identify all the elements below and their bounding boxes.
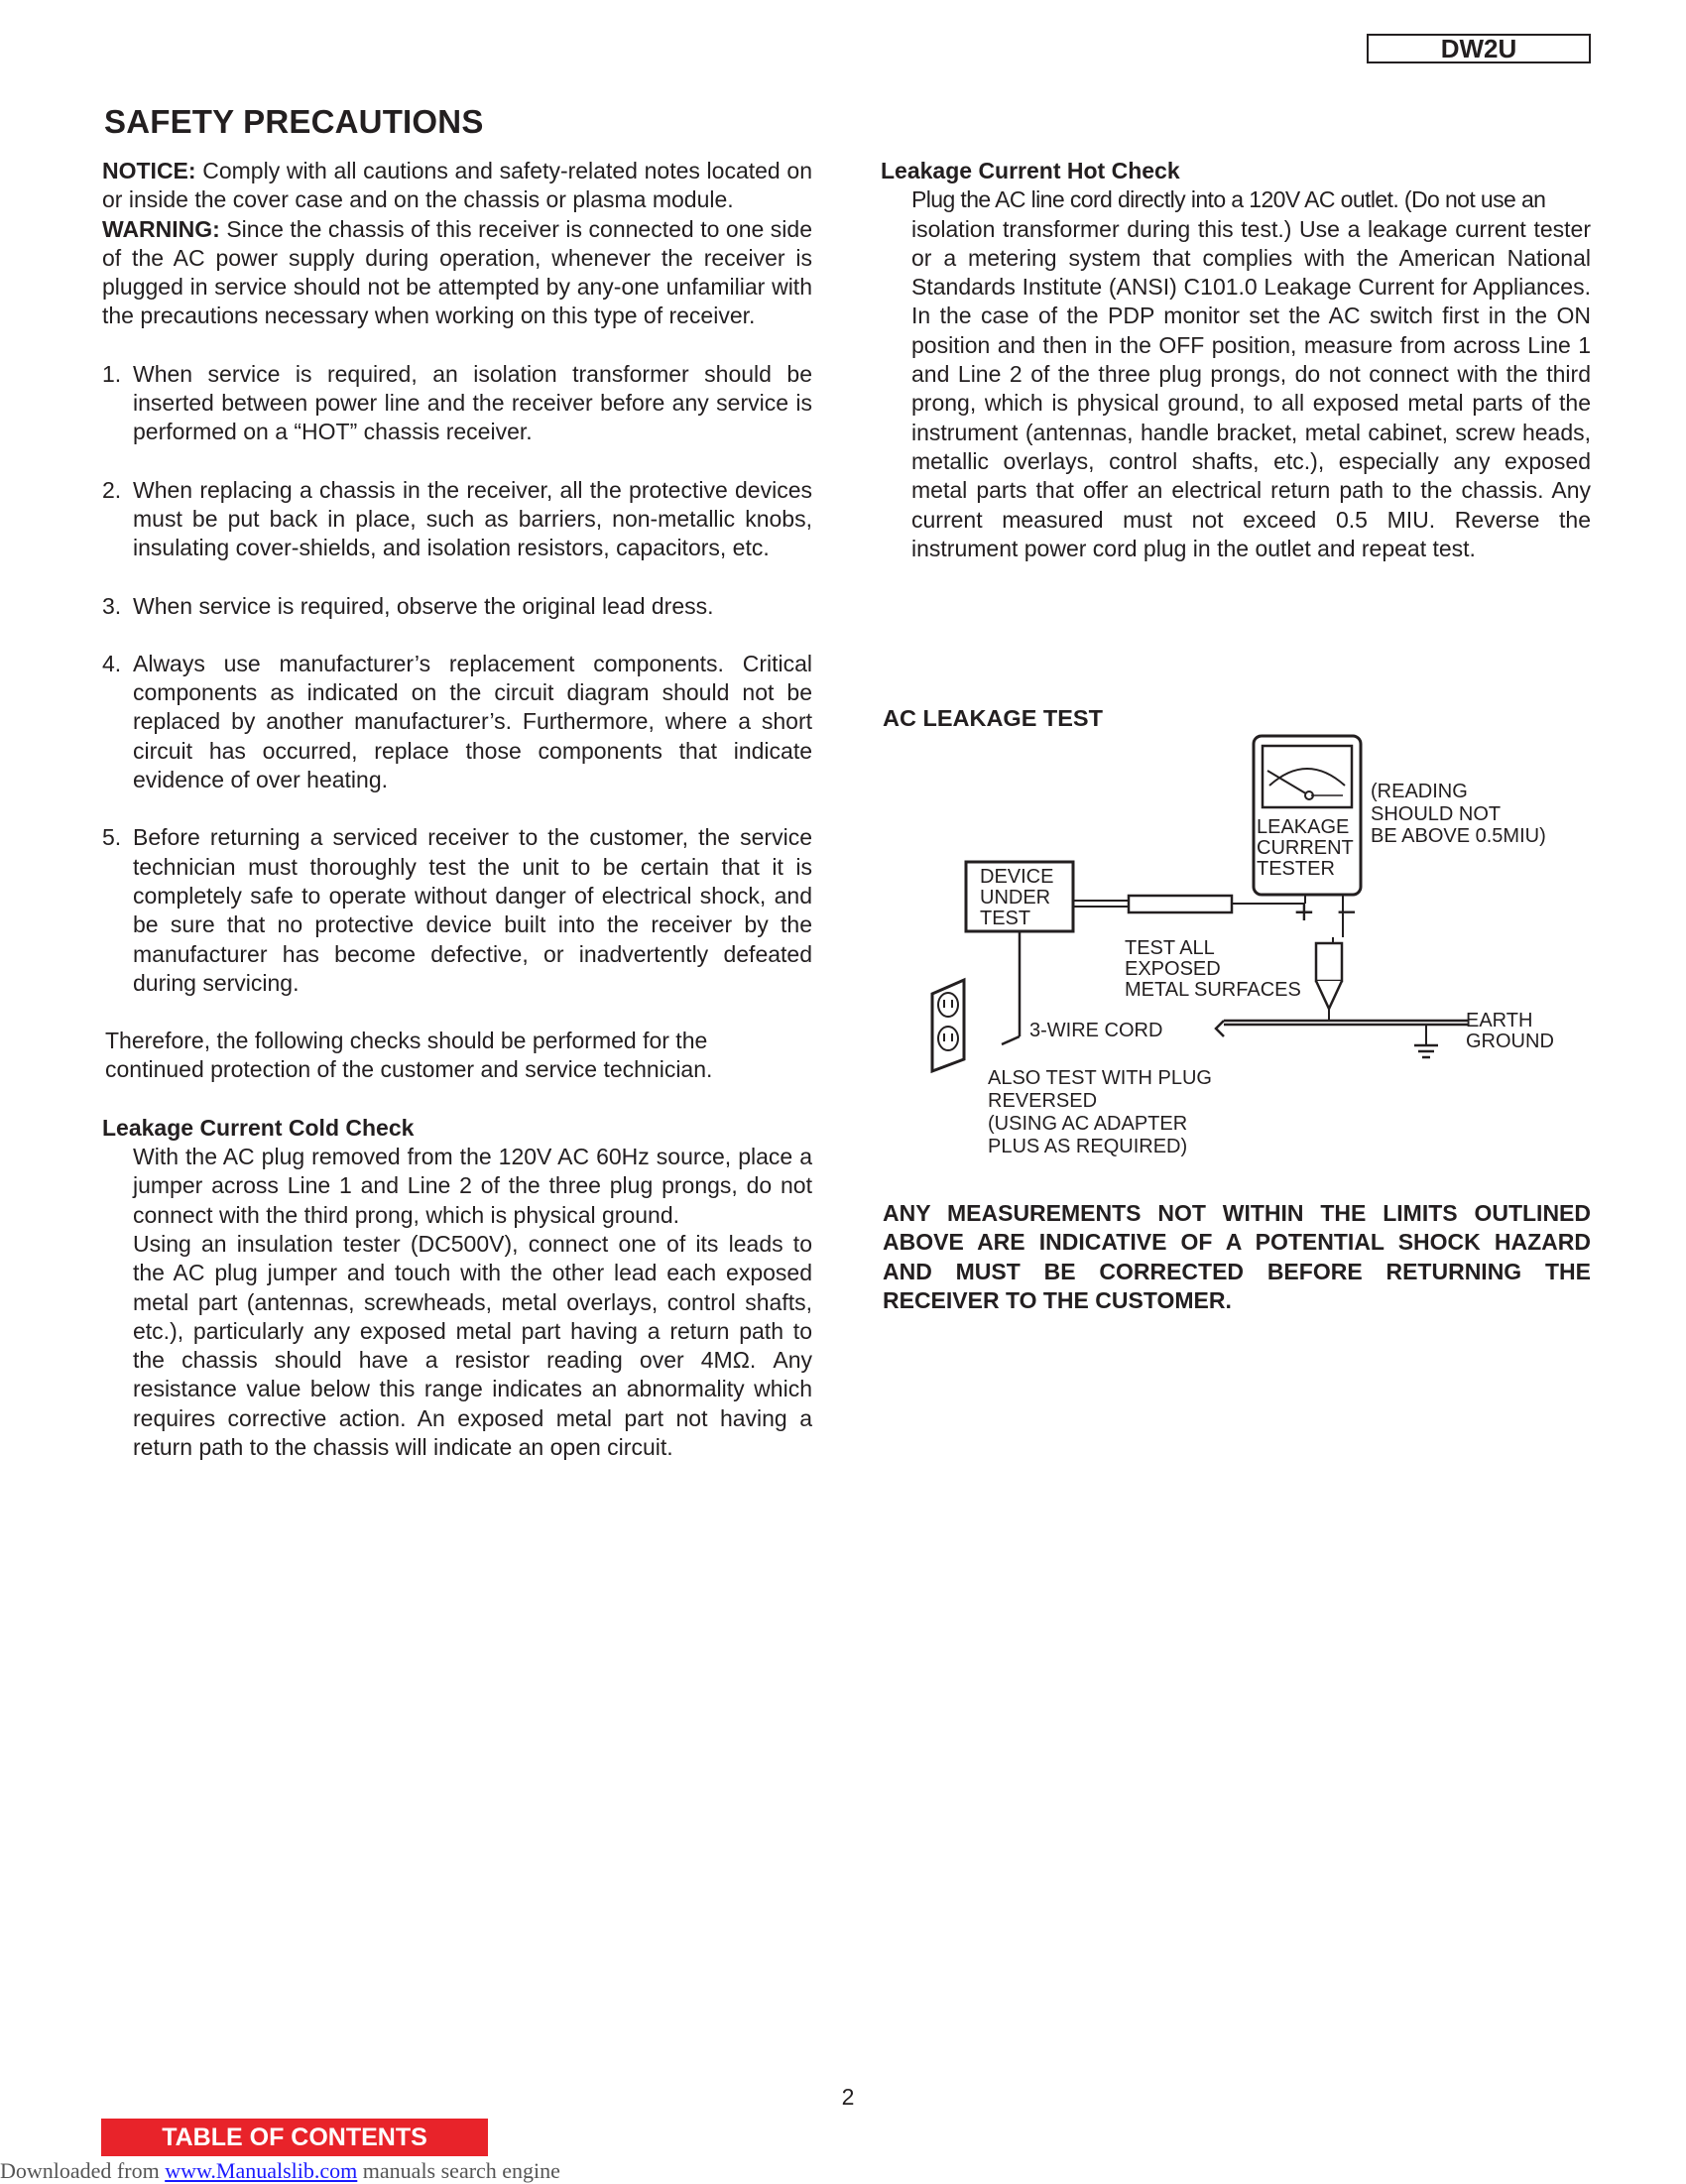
warning-text: Since the chassis of this receiver is connected to one side of the AC power supply during operation, whenever the receiver is plugged in service should not be attempted by any-one unfamiliar with the precautions necessary when working on this type of receiver. [102, 215, 812, 329]
item-text: When replacing a chassis in the receiver, all the protective devices must be put back in place, such as barriers, non-metallic knobs, insulating cover-shields, and isolation resistors, capacitors, etc. [133, 476, 812, 561]
cold-check-heading: Leakage Current Cold Check [102, 1114, 415, 1141]
tester-label-1: LEAKAGE [1257, 816, 1350, 838]
list-item [102, 823, 812, 998]
left-column [102, 157, 812, 1462]
warning-label: WARNING: [102, 215, 220, 242]
reading-note-2: SHOULD NOT [1371, 803, 1502, 825]
list-item [102, 592, 812, 621]
test-all-3: METAL SURFACES [1125, 979, 1301, 1001]
item-number: 4. [102, 650, 122, 676]
earth-ground-1: EARTH [1466, 1010, 1533, 1031]
reading-note-3: BE ABOVE 0.5MIU) [1371, 825, 1546, 847]
shock-hazard-warning: ANY MEASUREMENTS NOT WITHIN THE LIMITS OUTLINED ABOVE ARE INDICATIVE OF A POTENTIAL SHOCK HAZARD AND MUST BE CORRECTED BEFORE RETURNING THE RECEIVER TO THE CUSTOMER. [883, 1200, 1591, 1313]
wire-cord-label: 3-WIRE CORD [1029, 1020, 1163, 1041]
device-label-2: UNDER [980, 887, 1051, 909]
notice-paragraph [102, 157, 812, 215]
test-all-1: TEST ALL [1125, 937, 1215, 959]
test-all-2: EXPOSED [1125, 958, 1221, 980]
item-text: Always use manufacturer’s replacement components. Critical components as indicated on the circuit diagram should not be replaced by another manufacturer’s. Furthermore, where a short circuit has occurred, replace those components that indicate evidence of over heating. [133, 650, 812, 793]
item-text: When service is required, observe the original lead dress. [133, 592, 714, 619]
list-item [102, 476, 812, 563]
device-label-1: DEVICE [980, 866, 1054, 888]
spacer [102, 1085, 812, 1114]
footer-prefix: Downloaded from [0, 2158, 166, 2183]
diagram-title: AC LEAKAGE TEST [883, 705, 1103, 731]
item-number: 5. [102, 824, 122, 851]
tester-label-2: CURRENT [1257, 837, 1354, 859]
right-column [881, 157, 1591, 563]
hot-check-paragraph [881, 185, 1591, 563]
cold-check-paragraph-1: With the AC plug removed from the 120V AC 60Hz source, place a jumper across Line 1 and Line 2 of the three plug prongs, do not connect with the third prong, which is physical ground. [133, 1144, 812, 1228]
notice-text: Comply with all cautions and safety-related notes located on or inside the cover case and on the chassis or plasma module. [102, 158, 812, 213]
notice-label: NOTICE: [102, 158, 196, 183]
tester-label-3: TESTER [1257, 858, 1335, 880]
item-number: 2. [102, 476, 122, 503]
item-text: When service is required, an isolation transformer should be inserted between power line and the receiver before any service is performed on a “HOT” chassis receiver. [133, 360, 812, 445]
item-number: 1. [102, 360, 122, 387]
plus-sign: + [1294, 894, 1314, 931]
model-code: DW2U [1367, 34, 1591, 63]
item-text: Before returning a serviced receiver to the customer, the service technician must thoroughly test the unit to be certain that it is completely safe to operate without danger of electrical shock, and be sure that no protective device built into the receiver by the manufacturer has become defective, or inadvertently defeated during servicing. [133, 824, 812, 996]
also-test-2: REVERSED [988, 1090, 1098, 1112]
also-test-4: PLUS AS REQUIRED) [988, 1136, 1188, 1157]
page-title: SAFETY PRECAUTIONS [104, 103, 484, 140]
therefore-paragraph: Therefore, the following checks should be performed for the continued protection of the customer and service technician. [105, 1028, 713, 1083]
also-test-3: (USING AC ADAPTER [988, 1113, 1188, 1135]
wall-outlet-icon [932, 980, 964, 1071]
page-number: 2 [841, 2084, 855, 2110]
earth-ground-2: GROUND [1466, 1031, 1554, 1052]
manualslib-link[interactable]: www.Manualslib.com [165, 2158, 358, 2183]
hot-check-heading: Leakage Current Hot Check [881, 158, 1180, 183]
ac-leakage-diagram [873, 734, 1587, 1170]
also-test-1: ALSO TEST WITH PLUG [988, 1067, 1212, 1089]
list-item [102, 650, 812, 794]
device-label-3: TEST [980, 908, 1031, 929]
precautions-list [102, 360, 812, 998]
footer-download-note [0, 2158, 560, 2184]
hot-check-body: isolation transformer during this test.) Use a leakage current tester or a metering system that complies with the American National Standards Institute (ANSI) C101.0 Leakage Current for Appliances. In the case of the PDP monitor set the AC switch first in the ON position and then in the OFF position, measure from across Line 1 and Line 2 of the three plug prongs, do not connect with the third prong, which is physical ground, to all exposed metal parts of the instrument (antennas, handle bracket, metal cabinet, screw heads, metallic overlays, control shafts, etc.), especially any exposed metal parts that offer an electrical return path to the chassis. Any current measured must not exceed 0.5 MIU. Reverse the instrument power cord plug in the outlet and repeat test. [911, 215, 1591, 561]
probe-lead [1073, 896, 1305, 912]
cold-check-paragraph-2: Using an insulation tester (DC500V), connect one of its leads to the AC plug jumper and touch with the other lead each exposed metal part (antennas, screwheads, metal overlays, control shafts, etc.), particularly any exposed metal part having a return path to the chassis should have a resistor reading over 4MΩ. Any resistance value below this range indicates an abnormality which requires corrective action. An exposed metal part not having a return path to the chassis will indicate an open circuit. [133, 1230, 812, 1460]
three-wire-cord [1002, 931, 1020, 1044]
list-item [102, 360, 812, 447]
spacer [102, 331, 812, 360]
reading-note-1: (READING [1371, 781, 1468, 802]
warning-paragraph [102, 215, 812, 331]
hot-check-first-line: Plug the AC line cord directly into a 120V AC outlet. (Do not use an [911, 186, 1546, 213]
minus-sign: − [1337, 894, 1357, 931]
earth-ground-bar [1216, 1021, 1468, 1057]
footer-suffix: manuals search engine [357, 2158, 560, 2183]
table-of-contents-button[interactable]: TABLE OF CONTENTS [101, 2119, 488, 2156]
item-number: 3. [102, 592, 122, 619]
